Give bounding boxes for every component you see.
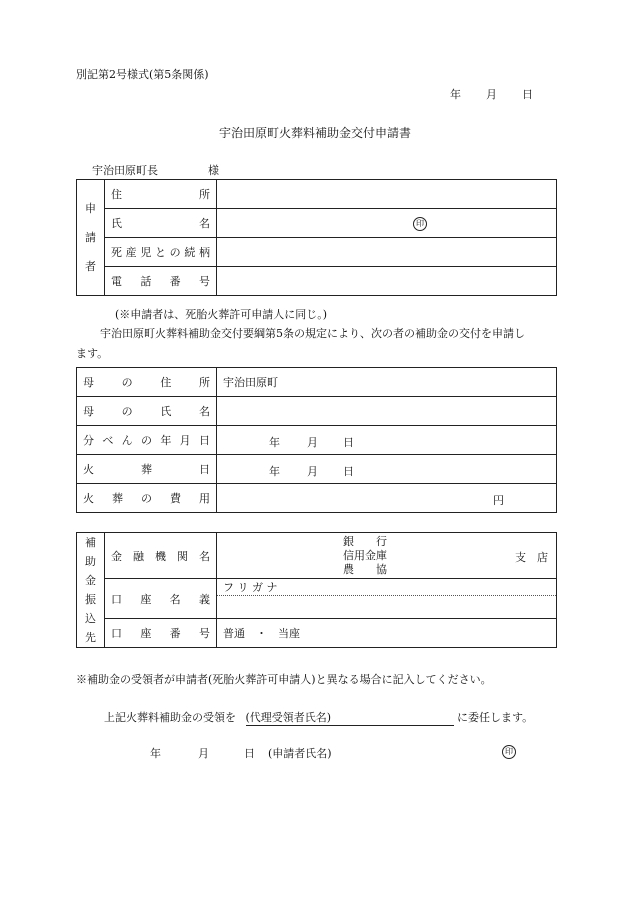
account-name-field[interactable] — [217, 579, 557, 619]
applicant-name-label: 氏 名 — [105, 209, 217, 238]
date-day: 日 — [522, 88, 533, 101]
account-number-field[interactable] — [217, 619, 557, 648]
document-title: 宇治田原町火葬料補助金交付申請書 — [218, 126, 411, 140]
proxy-note: ※補助金の受領者が申請者(死胎火葬許可申請人)と異なる場合に記入してください。 — [76, 673, 492, 686]
addressee-honorific: 様 — [208, 164, 219, 177]
delegation-prefix: 上記火葬料補助金の受領を — [104, 711, 236, 724]
applicant-address-field[interactable] — [217, 180, 557, 209]
signature-month: 月 — [198, 747, 209, 760]
institution-label: 金融機関名 — [105, 533, 217, 579]
applicant-seal-icon: 印 — [413, 217, 427, 231]
account-name-label: 口座名義 — [105, 579, 217, 619]
signature-seal-icon: 印 — [502, 745, 516, 759]
signature-day: 日 — [244, 747, 255, 760]
delegation-suffix: に委任します。 — [457, 711, 534, 724]
bank-side-label: 補 助 金 振 込 先 — [77, 533, 105, 648]
mother-name-label: 母の氏名 — [77, 397, 217, 426]
applicant-table — [76, 179, 557, 296]
account-number-label: 口座番号 — [105, 619, 217, 648]
date-year: 年 — [450, 88, 461, 101]
applicant-address-label: 住 所 — [105, 180, 217, 209]
cremation-date-label: 火葬日 — [77, 455, 217, 484]
details-table — [76, 367, 557, 513]
delivery-date-label: 分べんの年月日 — [77, 426, 217, 455]
furigana-divider — [217, 595, 556, 596]
applicant-side-label: 申 請 者 — [77, 180, 105, 296]
statement-line-1: 宇治田原町火葬料補助金交付要綱第5条の規定により、次の者の補助金の交付を申請し — [100, 327, 525, 340]
applicant-phone-label: 電話番号 — [105, 267, 217, 296]
addressee-name: 宇治田原町長 — [92, 164, 158, 177]
mother-address-label: 母の住所 — [77, 368, 217, 397]
delivery-date-field[interactable]: 年 月 日 — [217, 426, 557, 455]
cremation-cost-label: 火葬の費用 — [77, 484, 217, 513]
form-number: 別記第2号様式(第5条関係) — [76, 68, 209, 81]
applicant-note: (※申請者は、死胎火葬許可申請人に同じ。) — [115, 308, 328, 321]
bank-table — [76, 532, 557, 648]
furigana-label: フ リ ガ ナ — [223, 581, 278, 594]
statement-line-2: ます。 — [76, 347, 109, 360]
date-month: 月 — [486, 88, 497, 101]
mother-address-field[interactable]: 宇治田原町 — [217, 368, 557, 397]
mother-name-field[interactable] — [217, 397, 557, 426]
applicant-relationship-field[interactable] — [217, 238, 557, 267]
applicant-name-field[interactable] — [217, 209, 557, 238]
delegation-line — [104, 709, 533, 726]
cremation-date-field[interactable]: 年 月 日 — [217, 455, 557, 484]
signature-label: (申請者氏名) — [268, 747, 332, 760]
cremation-cost-field[interactable] — [217, 484, 557, 513]
applicant-relationship-label: 死産児との続柄 — [105, 238, 217, 267]
signature-year: 年 — [150, 747, 161, 760]
institution-field[interactable] — [217, 533, 557, 579]
institution-types: 銀 行 信用金庫 農 協 — [343, 535, 387, 576]
applicant-phone-field[interactable] — [217, 267, 557, 296]
proxy-name-field[interactable]: (代理受領者氏名) — [246, 709, 454, 726]
yen-unit: 円 — [493, 494, 504, 507]
account-type: 普通 ・ 当座 — [223, 627, 300, 640]
branch-label: 支 店 — [515, 551, 548, 564]
